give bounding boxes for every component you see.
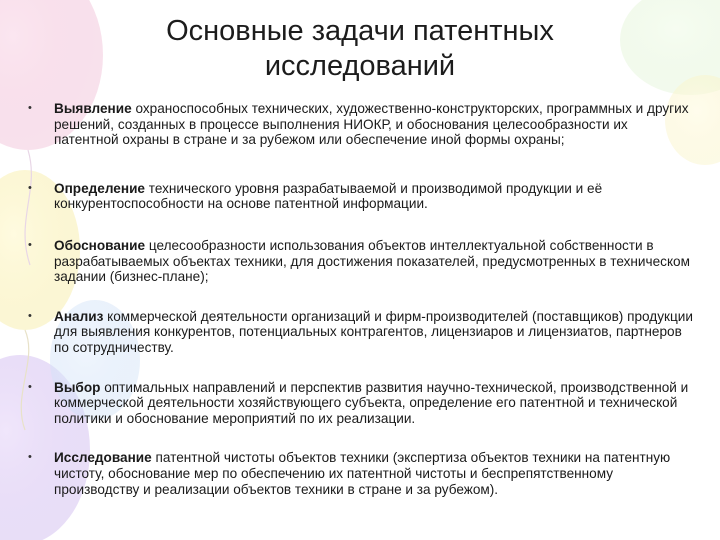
bullet-item-research <box>28 450 696 497</box>
slide-title <box>120 14 600 84</box>
bullet-item-identification <box>28 101 696 148</box>
bullet-text: патентной чистоты объектов техники (экспертиза объектов техники на патентную чистоту, обоснование мер по обеспечению их патентной чистоты и беспрепятственному производству и реализации объектов техники в стране и за рубежом). <box>54 450 671 497</box>
bullet-keyword: Выявление <box>54 101 132 116</box>
bullet-text: коммерческой деятельности организаций и фирм-производителей (поставщиков) продукции для выявления конкурентов, потенциальных контрагентов, лицензиаров и лицензиатов, партнеров по сотрудничеству. <box>54 308 693 355</box>
bullet-item-determination <box>28 181 696 212</box>
bullet-text: охраноспособных технических, художественно-конструкторских, программных и других решений, созданных в процессе выполнения НИОКР, и обоснования целесообразности их патентной охраны в стране и за рубежом или обеспечение иной формы охраны; <box>54 101 689 148</box>
bullet-keyword: Определение <box>54 180 145 196</box>
bullet-text: оптимальных направлений и перспектив развития научно-технической, производственной и коммерческой деятельности хозяйствующего субъекта, определение его патентной и технической политики и обоснование мероприятий по их реализации. <box>54 379 689 426</box>
bullet-dot-icon: • <box>28 181 32 194</box>
bullet-dot-icon: • <box>28 309 32 322</box>
bullet-keyword: Выбор <box>54 379 101 395</box>
bullet-dot-icon: • <box>28 380 32 393</box>
bullet-text: целесообразности использования объектов интеллектуальной собственности в разрабатываемых объектах техники, для достижения показателей, предусмотренных в техническом задании (бизнес-плане); <box>54 237 690 285</box>
bullet-item-selection <box>28 380 696 427</box>
bullet-text: технического уровня разрабатываемой и производимой продукции и её конкурентоспособности на основе патентной информации. <box>54 180 603 212</box>
bullet-item-justification <box>28 238 696 285</box>
bullet-item-analysis <box>28 309 696 356</box>
title-line-2: исследований <box>264 50 456 82</box>
bullet-keyword: Исследование <box>54 450 152 466</box>
bullet-dot-icon: • <box>28 102 32 114</box>
bullet-keyword: Анализ <box>54 308 104 324</box>
bullet-dot-icon: • <box>28 451 32 464</box>
bullet-dot-icon: • <box>28 238 32 251</box>
tasks-bullet-list <box>28 101 696 497</box>
title-line-1: Основные задачи патентных <box>166 15 554 47</box>
bullet-keyword: Обоснование <box>54 237 146 253</box>
